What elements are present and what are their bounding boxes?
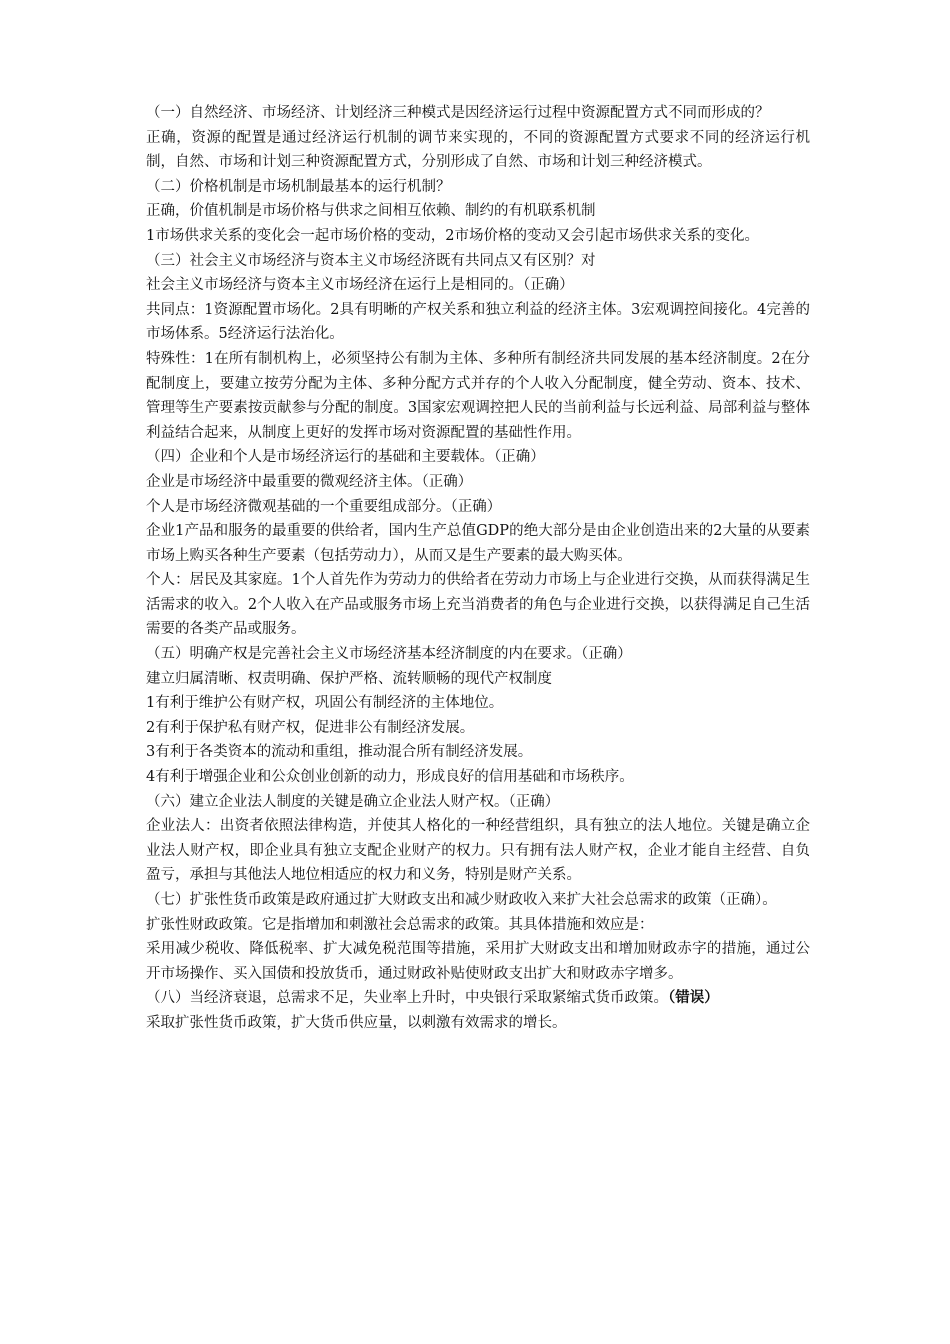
question-6: （六）建立企业法人制度的关键是确立企业法人财产权。（正确） [146,793,560,810]
answer-6: 企业法人：出资者依照法律构造，并使其人格化的一种经营组织，具有独立的法人地位。关键是确立企业法人财产权，即企业具有独立支配企业财产的权力。只有拥有法人财产权，企业才能自主经营、自负盈亏，承担与其他法人地位相适应的权力和义务，特别是财产关系。 [146,818,810,884]
question-2: （二）价格机制是市场机制最基本的运行机制？ [146,178,451,195]
answer-2-detail: 1市场供求关系的变化会一起市场价格的变动，2市场价格的变动又会引起市场供求关系的变化。 [146,227,759,244]
question-8 [146,986,810,1011]
question-1: （一）自然经济、市场经济、计划经济三种模式是因经济运行过程中资源配置方式不同而形成的？ [146,105,770,121]
answer-7-detail: 采用减少税收、降低税率、扩大减免税范围等措施，采用扩大财政支出和增加财政赤字的措施，通过公开市场操作、买入国债和投放货币，通过财政补贴使财政支出扩大和财政赤字增多。 [146,941,810,982]
answer-4-individual: 个人是市场经济微观基础的一个重要组成部分。（正确） [146,498,502,515]
answer-3: 社会主义市场经济与资本主义市场经济在运行上是相同的。（正确） [146,277,574,294]
document-body [146,101,810,1036]
answer-4-enterprise: 企业是市场经济中最重要的微观经济主体。（正确） [146,473,473,490]
question-4: （四）企业和个人是市场经济运行的基础和主要载体。（正确） [146,449,545,466]
question-7: （七）扩张性货币政策是政府通过扩大财政支出和减少财政收入来扩大社会总需求的政策（正确）。 [146,892,777,908]
answer-4-individual-detail: 个人：居民及其家庭。1个人首先作为劳动力的供给者在劳动力市场上与企业进行交换，从而获得满足生活需求的收入。2个人收入在产品或服务市场上充当消费者的角色与企业进行交换，以获得满足自己生活需要的各类产品或服务。 [146,572,810,638]
answer-4-enterprise-detail: 企业1产品和服务的最重要的供给者，国内生产总值GDP的绝大部分是由企业创造出来的2大量的从要素市场上购买各种生产要素（包括劳动力），从而又是生产要素的最大购买体。 [146,523,810,564]
answer-5-point-4: 4有利于增强企业和公众创业创新的动力，形成良好的信用基础和市场秩序。 [146,769,634,786]
question-8-verdict: （错误） [668,989,719,1007]
answer-8: 采取扩张性货币政策，扩大货币供应量，以刺激有效需求的增长。 [146,1014,567,1031]
answer-2: 正确，价值机制是市场价格与供求之间相互依赖、制约的有机联系机制 [146,203,596,220]
answer-3-special: 特殊性：1在所有制机构上，必须坚持公有制为主体、多种所有制经济共同发展的基本经济制度。2在分配制度上，要建立按劳分配为主体、多种分配方式并存的个人收入分配制度，健全劳动、资本、技术、管理等生产要素按贡献参与分配的制度。3国家宏观调控把人民的当前利益与长远利益、局部利益与整体利益结合起来，从制度上更好的发挥市场对资源配置的基础性作用。 [146,350,810,441]
answer-7: 扩张性财政政策。它是指增加和刺激社会总需求的政策。其具体措施和效应是： [146,916,654,933]
question-3: （三）社会主义市场经济与资本主义市场经济既有共同点又有区别？对 [146,252,596,269]
question-8-text: （八）当经济衰退，总需求不足，失业率上升时，中央银行采取紧缩式货币政策。 [146,990,668,1007]
answer-5-point-1: 1有利于维护公有财产权，巩固公有制经济的主体地位。 [146,695,504,712]
answer-5-point-2: 2有利于保护私有财产权，促进非公有制经济发展。 [146,719,475,736]
answer-1: 正确，资源的配置是通过经济运行机制的调节来实现的，不同的资源配置方式要求不同的经济运行机制，自然、市场和计划三种资源配置方式，分别形成了自然、市场和计划三种经济模式。 [146,129,810,171]
answer-5-point-3: 3有利于各类资本的流动和重组，推动混合所有制经济发展。 [146,744,533,761]
answer-5: 建立归属清晰、权责明确、保护严格、流转顺畅的现代产权制度 [146,670,552,687]
question-5: （五）明确产权是完善社会主义市场经济基本经济制度的内在要求。（正确） [146,646,632,663]
answer-3-common: 共同点：1资源配置市场化。2具有明晰的产权关系和独立利益的经济主体。3宏观调控间接化。4完善的市场体系。5经济运行法治化。 [146,301,810,343]
